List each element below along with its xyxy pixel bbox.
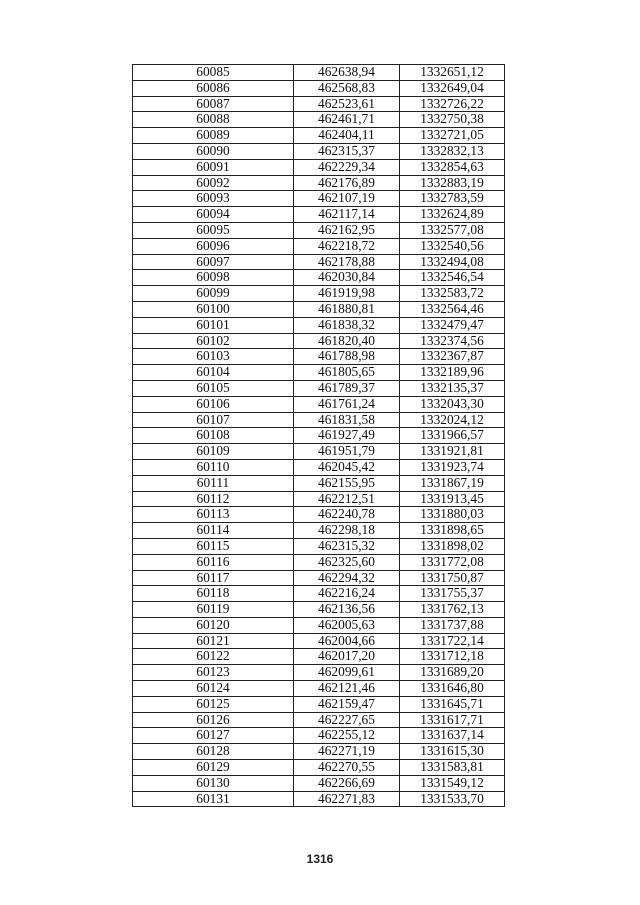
table-row	[133, 728, 505, 744]
y-coordinate-cell: 1331867,19	[400, 475, 505, 491]
x-coordinate-cell: 462155,95	[294, 475, 400, 491]
point-number-cell: 60106	[133, 396, 294, 412]
x-coordinate-cell: 461919,98	[294, 286, 400, 302]
y-coordinate-cell: 1331583,81	[400, 760, 505, 776]
y-coordinate-cell: 1331898,65	[400, 523, 505, 539]
y-coordinate-cell: 1331645,71	[400, 696, 505, 712]
table-row	[133, 775, 505, 791]
point-number-cell: 60102	[133, 333, 294, 349]
x-coordinate-cell: 461789,37	[294, 380, 400, 396]
table-row	[133, 191, 505, 207]
point-number-cell: 60112	[133, 491, 294, 507]
y-coordinate-cell: 1332540,56	[400, 238, 505, 254]
x-coordinate-cell: 462216,24	[294, 586, 400, 602]
table-row	[133, 554, 505, 570]
y-coordinate-cell: 1331921,81	[400, 444, 505, 460]
point-number-cell: 60107	[133, 412, 294, 428]
y-coordinate-cell: 1331617,71	[400, 712, 505, 728]
x-coordinate-cell: 462227,65	[294, 712, 400, 728]
point-number-cell: 60090	[133, 143, 294, 159]
table-row	[133, 270, 505, 286]
coordinates-table-body	[133, 65, 505, 807]
x-coordinate-cell: 462404,11	[294, 128, 400, 144]
table-row	[133, 80, 505, 96]
table-row	[133, 507, 505, 523]
point-number-cell: 60123	[133, 665, 294, 681]
table-row	[133, 65, 505, 81]
table-row	[133, 602, 505, 618]
table-row	[133, 396, 505, 412]
point-number-cell: 60089	[133, 128, 294, 144]
table-row	[133, 649, 505, 665]
x-coordinate-cell: 462162,95	[294, 222, 400, 238]
y-coordinate-cell: 1332726,22	[400, 96, 505, 112]
point-number-cell: 60098	[133, 270, 294, 286]
point-number-cell: 60110	[133, 459, 294, 475]
point-number-cell: 60124	[133, 681, 294, 697]
x-coordinate-cell: 462117,14	[294, 207, 400, 223]
x-coordinate-cell: 462240,78	[294, 507, 400, 523]
point-number-cell: 60085	[133, 65, 294, 81]
table-row	[133, 760, 505, 776]
x-coordinate-cell: 462315,37	[294, 143, 400, 159]
y-coordinate-cell: 1331913,45	[400, 491, 505, 507]
table-row	[133, 301, 505, 317]
point-number-cell: 60119	[133, 602, 294, 618]
table-row	[133, 744, 505, 760]
x-coordinate-cell: 462271,19	[294, 744, 400, 760]
table-row	[133, 317, 505, 333]
x-coordinate-cell: 462004,66	[294, 633, 400, 649]
table-row	[133, 96, 505, 112]
table-row	[133, 365, 505, 381]
table-row	[133, 459, 505, 475]
table-row	[133, 380, 505, 396]
table-row	[133, 491, 505, 507]
y-coordinate-cell: 1332783,59	[400, 191, 505, 207]
table-row	[133, 791, 505, 807]
x-coordinate-cell: 461820,40	[294, 333, 400, 349]
x-coordinate-cell: 461951,79	[294, 444, 400, 460]
y-coordinate-cell: 1332832,13	[400, 143, 505, 159]
table-row	[133, 159, 505, 175]
y-coordinate-cell: 1332564,46	[400, 301, 505, 317]
point-number-cell: 60093	[133, 191, 294, 207]
table-row	[133, 128, 505, 144]
point-number-cell: 60095	[133, 222, 294, 238]
x-coordinate-cell: 462270,55	[294, 760, 400, 776]
y-coordinate-cell: 1332750,38	[400, 112, 505, 128]
x-coordinate-cell: 462461,71	[294, 112, 400, 128]
y-coordinate-cell: 1331762,13	[400, 602, 505, 618]
point-number-cell: 60111	[133, 475, 294, 491]
y-coordinate-cell: 1332624,89	[400, 207, 505, 223]
y-coordinate-cell: 1331637,14	[400, 728, 505, 744]
point-number-cell: 60122	[133, 649, 294, 665]
y-coordinate-cell: 1331898,02	[400, 538, 505, 554]
table-row	[133, 696, 505, 712]
x-coordinate-cell: 462298,18	[294, 523, 400, 539]
point-number-cell: 60109	[133, 444, 294, 460]
table-row	[133, 681, 505, 697]
y-coordinate-cell: 1331880,03	[400, 507, 505, 523]
table-row	[133, 586, 505, 602]
page-number: 1316	[306, 852, 334, 866]
point-number-cell: 60087	[133, 96, 294, 112]
point-number-cell: 60115	[133, 538, 294, 554]
point-number-cell: 60130	[133, 775, 294, 791]
x-coordinate-cell: 461761,24	[294, 396, 400, 412]
point-number-cell: 60121	[133, 633, 294, 649]
point-number-cell: 60099	[133, 286, 294, 302]
y-coordinate-cell: 1332367,87	[400, 349, 505, 365]
y-coordinate-cell: 1331549,12	[400, 775, 505, 791]
y-coordinate-cell: 1332479,47	[400, 317, 505, 333]
table-row	[133, 475, 505, 491]
x-coordinate-cell: 462266,69	[294, 775, 400, 791]
x-coordinate-cell: 461805,65	[294, 365, 400, 381]
x-coordinate-cell: 462159,47	[294, 696, 400, 712]
point-number-cell: 60126	[133, 712, 294, 728]
x-coordinate-cell: 461927,49	[294, 428, 400, 444]
x-coordinate-cell: 462271,83	[294, 791, 400, 807]
y-coordinate-cell: 1331615,30	[400, 744, 505, 760]
x-coordinate-cell: 462568,83	[294, 80, 400, 96]
x-coordinate-cell: 462136,56	[294, 602, 400, 618]
x-coordinate-cell: 462294,32	[294, 570, 400, 586]
point-number-cell: 60100	[133, 301, 294, 317]
point-number-cell: 60088	[133, 112, 294, 128]
point-number-cell: 60101	[133, 317, 294, 333]
x-coordinate-cell: 461831,58	[294, 412, 400, 428]
point-number-cell: 60092	[133, 175, 294, 191]
y-coordinate-cell: 1331750,87	[400, 570, 505, 586]
y-coordinate-cell: 1332583,72	[400, 286, 505, 302]
point-number-cell: 60129	[133, 760, 294, 776]
y-coordinate-cell: 1332649,04	[400, 80, 505, 96]
table-row	[133, 143, 505, 159]
y-coordinate-cell: 1332135,37	[400, 380, 505, 396]
table-row	[133, 444, 505, 460]
x-coordinate-cell: 462121,46	[294, 681, 400, 697]
y-coordinate-cell: 1332374,56	[400, 333, 505, 349]
x-coordinate-cell: 462218,72	[294, 238, 400, 254]
x-coordinate-cell: 462212,51	[294, 491, 400, 507]
table-row	[133, 238, 505, 254]
y-coordinate-cell: 1332721,05	[400, 128, 505, 144]
y-coordinate-cell: 1332546,54	[400, 270, 505, 286]
table-row	[133, 538, 505, 554]
y-coordinate-cell: 1331966,57	[400, 428, 505, 444]
point-number-cell: 60118	[133, 586, 294, 602]
point-number-cell: 60114	[133, 523, 294, 539]
point-number-cell: 60116	[133, 554, 294, 570]
table-row	[133, 633, 505, 649]
x-coordinate-cell: 462255,12	[294, 728, 400, 744]
y-coordinate-cell: 1332883,19	[400, 175, 505, 191]
table-row	[133, 412, 505, 428]
y-coordinate-cell: 1332494,08	[400, 254, 505, 270]
x-coordinate-cell: 462638,94	[294, 65, 400, 81]
table-row	[133, 665, 505, 681]
y-coordinate-cell: 1331533,70	[400, 791, 505, 807]
table-row	[133, 523, 505, 539]
y-coordinate-cell: 1331722,14	[400, 633, 505, 649]
x-coordinate-cell: 461880,81	[294, 301, 400, 317]
table-row	[133, 222, 505, 238]
point-number-cell: 60108	[133, 428, 294, 444]
x-coordinate-cell: 462005,63	[294, 617, 400, 633]
point-number-cell: 60113	[133, 507, 294, 523]
x-coordinate-cell: 462107,19	[294, 191, 400, 207]
y-coordinate-cell: 1332651,12	[400, 65, 505, 81]
table-row	[133, 349, 505, 365]
point-number-cell: 60096	[133, 238, 294, 254]
point-number-cell: 60097	[133, 254, 294, 270]
y-coordinate-cell: 1331737,88	[400, 617, 505, 633]
table-row	[133, 333, 505, 349]
table-row	[133, 175, 505, 191]
table-row	[133, 570, 505, 586]
y-coordinate-cell: 1332577,08	[400, 222, 505, 238]
x-coordinate-cell: 462178,88	[294, 254, 400, 270]
table-row	[133, 617, 505, 633]
table-row	[133, 112, 505, 128]
x-coordinate-cell: 461838,32	[294, 317, 400, 333]
x-coordinate-cell: 462325,60	[294, 554, 400, 570]
table-row	[133, 712, 505, 728]
point-number-cell: 60131	[133, 791, 294, 807]
point-number-cell: 60117	[133, 570, 294, 586]
x-coordinate-cell: 462176,89	[294, 175, 400, 191]
x-coordinate-cell: 462315,32	[294, 538, 400, 554]
y-coordinate-cell: 1332189,96	[400, 365, 505, 381]
x-coordinate-cell: 461788,98	[294, 349, 400, 365]
point-number-cell: 60104	[133, 365, 294, 381]
x-coordinate-cell: 462229,34	[294, 159, 400, 175]
y-coordinate-cell: 1331755,37	[400, 586, 505, 602]
y-coordinate-cell: 1331772,08	[400, 554, 505, 570]
point-number-cell: 60128	[133, 744, 294, 760]
coordinates-table	[132, 64, 505, 807]
point-number-cell: 60086	[133, 80, 294, 96]
point-number-cell: 60125	[133, 696, 294, 712]
y-coordinate-cell: 1332854,63	[400, 159, 505, 175]
table-row	[133, 207, 505, 223]
point-number-cell: 60120	[133, 617, 294, 633]
point-number-cell: 60103	[133, 349, 294, 365]
y-coordinate-cell: 1331689,20	[400, 665, 505, 681]
point-number-cell: 60127	[133, 728, 294, 744]
point-number-cell: 60105	[133, 380, 294, 396]
table-row	[133, 286, 505, 302]
y-coordinate-cell: 1331923,74	[400, 459, 505, 475]
x-coordinate-cell: 462523,61	[294, 96, 400, 112]
point-number-cell: 60091	[133, 159, 294, 175]
x-coordinate-cell: 462045,42	[294, 459, 400, 475]
x-coordinate-cell: 462099,61	[294, 665, 400, 681]
x-coordinate-cell: 462017,20	[294, 649, 400, 665]
y-coordinate-cell: 1331646,80	[400, 681, 505, 697]
table-row	[133, 428, 505, 444]
x-coordinate-cell: 462030,84	[294, 270, 400, 286]
table-row	[133, 254, 505, 270]
point-number-cell: 60094	[133, 207, 294, 223]
y-coordinate-cell: 1332024,12	[400, 412, 505, 428]
y-coordinate-cell: 1331712,18	[400, 649, 505, 665]
y-coordinate-cell: 1332043,30	[400, 396, 505, 412]
